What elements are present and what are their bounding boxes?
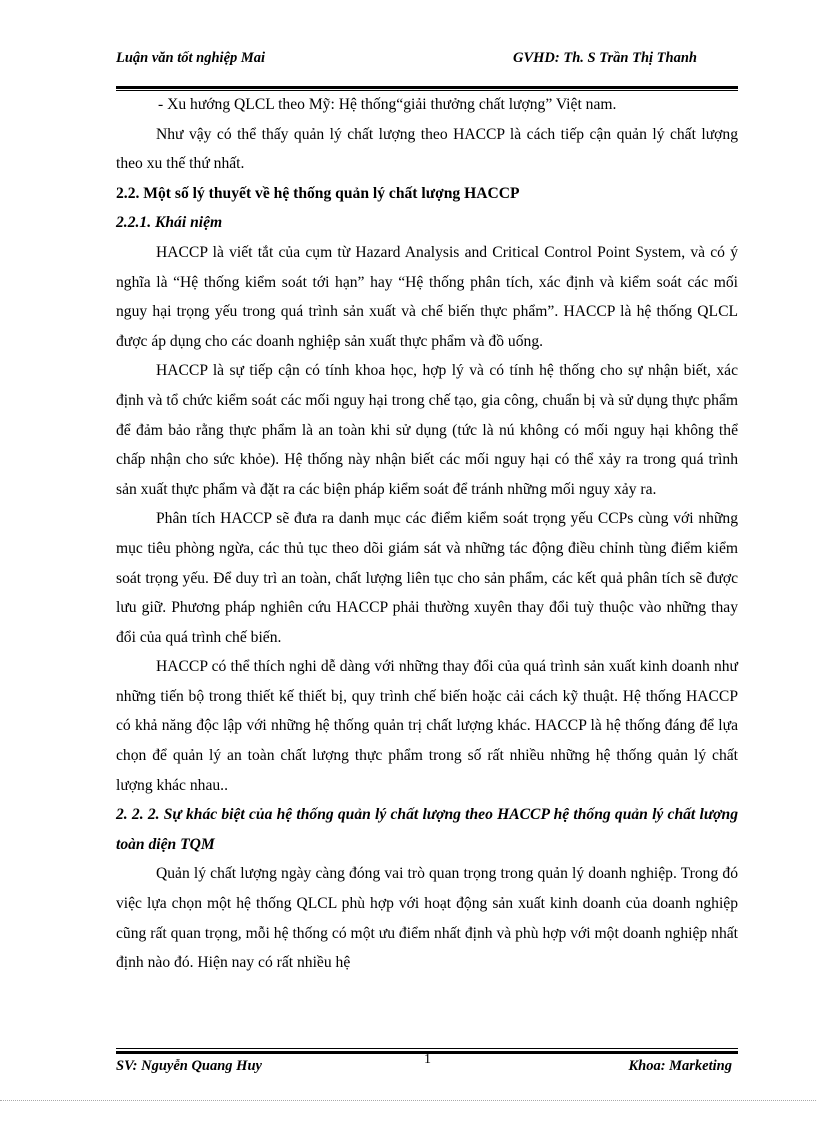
- page-number: 1: [424, 1052, 431, 1067]
- paragraph: HACCP là sự tiếp cận có tính khoa học, hợp lý và có tính hệ thống cho sự nhận biết, xác định và tổ chức kiểm soát các mối nguy hại trong chế tạo, gia công, chuẩn bị và sử dụng thực phẩm để đảm bảo rằng thực phẩm là an toàn khi sử dụng (tức là nú không có mối nguy hại không thể chấp nhận cho sức khỏe). Hệ thống này nhận biết các mối nguy hại có thể xảy ra trong quá trình sản xuất thực phẩm và đặt ra các biện pháp kiểm soát để tránh những mối nguy xảy ra.: [116, 362, 738, 498]
- subsection-heading: 2.2.1. Khái niệm: [116, 214, 223, 232]
- paragraph: HACCP có thể thích nghi dễ dàng với những thay đổi của quá trình sản xuất kinh doanh như những tiến bộ trong thiết kế thiết bị, quy trình chế biến hoặc cải cách kỹ thuật. Hệ thống HACCP có khả năng độc lập với những hệ thống quản trị chất lượng khác. HACCP là hệ thống đáng để lựa chọn để quản lý an toàn chất lượng thực phẩm trong số rất nhiều những hệ thống quản lý chất lượng khác nhau..: [116, 658, 738, 794]
- footer-student: SV: Nguyễn Quang Huy: [116, 1058, 262, 1074]
- header-advisor: GVHD: Th. S Trần Thị Thanh: [513, 50, 697, 66]
- section-heading: 2.2. Một số lý thuyết về hệ thống quản lý chất lượng HACCP: [116, 184, 520, 202]
- paragraph: Phân tích HACCP sẽ đưa ra danh mục các điểm kiểm soát trọng yếu CCPs cùng với những mục tiêu phòng ngừa, các thủ tục theo dõi giám sát và những tác động điều chỉnh tùng điểm kiểm soát trọng yếu. Để duy trì an toàn, chất lượng liên tục cho sản phẩm, các kết quả phân tích sẽ được lưu giữ. Phương pháp nghiên cứu HACCP phải thường xuyên thay đổi tuỳ thuộc vào những thay đổi của quá trình chế biến.: [116, 510, 738, 646]
- page-boundary: [0, 1100, 816, 1101]
- footer-faculty: Khoa: Marketing: [628, 1058, 732, 1074]
- header-thesis-title: Luận văn tốt nghiệp Mai: [116, 50, 266, 66]
- page-footer: [116, 1058, 738, 1078]
- header-rule-thick: [116, 86, 738, 89]
- page-header: [116, 50, 736, 84]
- paragraph: Quản lý chất lượng ngày càng đóng vai trò quan trọng trong quản lý doanh nghiệp. Trong đó việc lựa chọn một hệ thống QLCL phù hợp với hoạt động sản xuất kinh doanh của doanh nghiệp cũng rất quan trọng, mỗi hệ thống có một ưu điểm nhất định và phù hợp với một doanh nghiệp nhất định nào đó. Hiện nay có rất nhiều hệ: [116, 865, 738, 972]
- paragraph: Như vậy có thể thấy quản lý chất lượng theo HACCP là cách tiếp cận quản lý chất lượng theo xu thế thứ nhất.: [116, 125, 738, 173]
- paragraph: HACCP là viết tắt của cụm từ Hazard Analysis and Critical Control Point System, và có ý nghĩa là “Hệ thống kiểm soát tới hạn” hay “Hệ thống phân tích, xác định và kiểm soát các mối nguy hại trọng yếu trong quá trình sản xuất và chế biến thực phẩm”. HACCP là hệ thống QLCL được áp dụng cho các doanh nghiệp sản xuất thực phẩm và đồ uống.: [116, 243, 738, 350]
- page-body: [116, 90, 738, 978]
- bullet-item: - Xu hướng QLCL theo Mỹ: Hệ thống“giải thưởng chất lượng” Việt nam.: [158, 96, 617, 113]
- subsection-heading: 2. 2. 2. Sự khác biệt của hệ thống quản lý chất lượng theo HACCP hệ thống quản lý chất lượng toàn diện TQM: [116, 806, 738, 853]
- footer-rule-thin: [116, 1048, 738, 1049]
